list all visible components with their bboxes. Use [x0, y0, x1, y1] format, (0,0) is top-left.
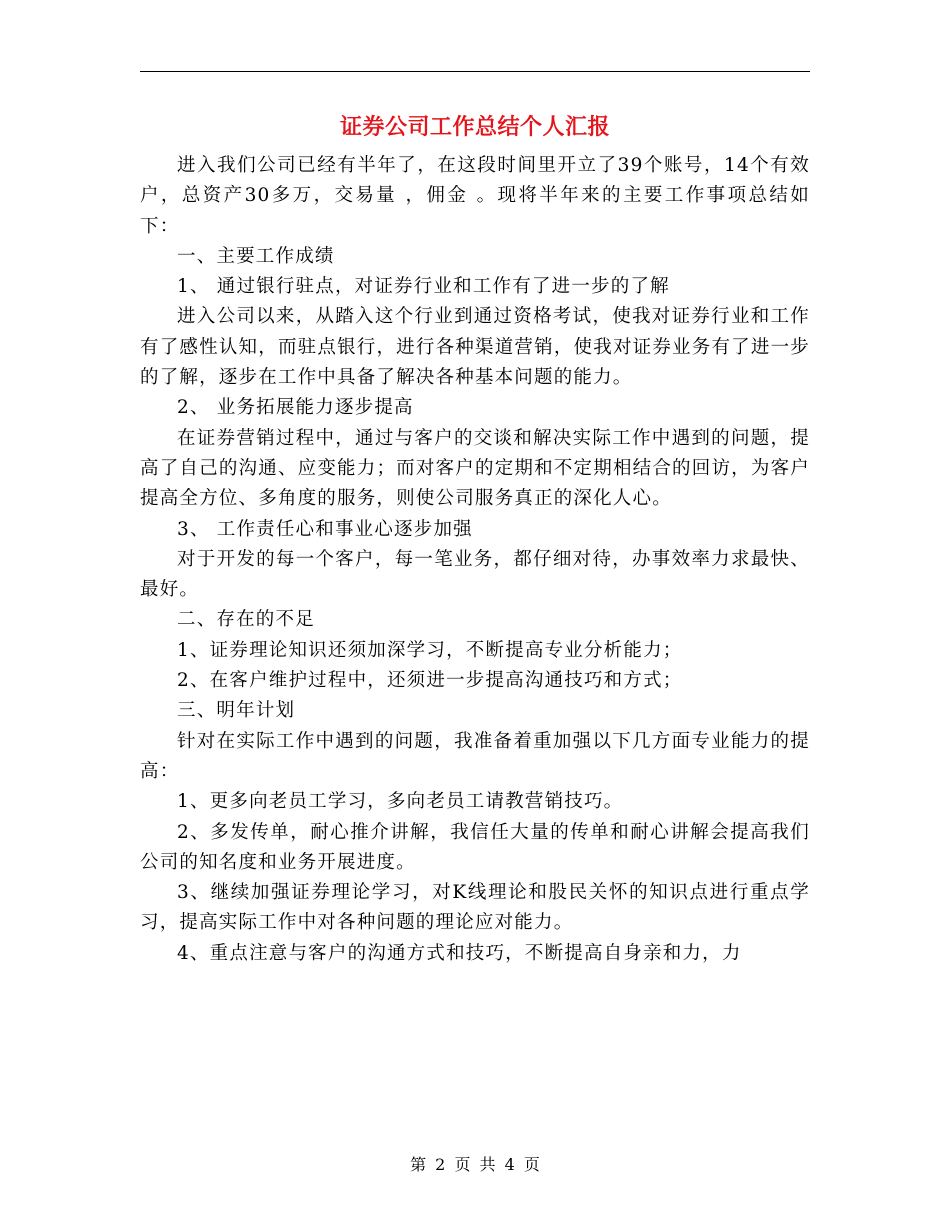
item-heading-responsibility: 3、 工作责任心和事业心逐步加强 [177, 518, 473, 540]
document-title: 证券公司工作总结个人汇报 [339, 114, 610, 140]
plan-item-1: 1、更多向老员工学习，多向老员工请教营销技巧。 [177, 791, 624, 813]
header-rule [140, 71, 810, 72]
item-heading-bank-station: 1、 通过银行驻点，对证券行业和工作有了进一步的了解 [177, 276, 670, 298]
plan-intro-paragraph: 针对在实际工作中遇到的问题，我准备着重加强以下几方面专业能力的提高： [140, 730, 810, 782]
shortcoming-item-1: 1、证券理论知识还须加深学习，不断提高专业分析能力； [177, 639, 683, 661]
section-heading-shortcomings: 二、存在的不足 [177, 609, 315, 631]
page-number-footer: 第 2 页 共 4 页 [410, 1155, 540, 1174]
shortcoming-item-2: 2、在客户维护过程中，还须进一步提高沟通技巧和方式； [177, 670, 683, 692]
plan-item-3: 3、继续加强证券理论学习，对K线理论和股民关怀的知识点进行重点学习，提高实际工作中对各种问题的理论应对能力。 [140, 882, 810, 934]
plan-item-4: 4、重点注意与客户的沟通方式和技巧，不断提高自身亲和力，力 [177, 942, 742, 964]
plan-item-2: 2、多发传单，耐心推介讲解，我信任大量的传单和耐心讲解会提高我们公司的知名度和业务开展进度。 [140, 821, 810, 873]
body-paragraph-responsibility: 对于开发的每一个客户，每一笔业务，都仔细对待，办事效率力求最快、最好。 [140, 548, 810, 601]
item-heading-business-expansion: 2、 业务拓展能力逐步提高 [177, 397, 414, 419]
body-paragraph-bank-station: 进入公司以来，从踏入这个行业到通过资格考试，使我对证券行业和工作有了感性认知，而驻点银行，进行各种渠道营销，使我对证券业务有了进一步的了解，逐步在工作中具备了解决各种基本问题的能力。 [140, 306, 810, 389]
intro-paragraph: 进入我们公司已经有半年了，在这段时间里开立了39个账号，14个有效户，总资产30多万，交易量 ，佣金 。现将半年来的主要工作事项总结如下： [140, 155, 810, 237]
section-heading-achievements: 一、主要工作成绩 [177, 245, 335, 267]
document-body [140, 151, 810, 969]
body-paragraph-business-expansion: 在证券营销过程中，通过与客户的交谈和解决实际工作中遇到的问题，提高了自己的沟通、应变能力；而对客户的定期和不定期相结合的回访，为客户提高全方位、多角度的服务，则使公司服务真正的深化人心。 [140, 427, 810, 510]
section-heading-next-year-plan: 三、明年计划 [177, 700, 296, 722]
